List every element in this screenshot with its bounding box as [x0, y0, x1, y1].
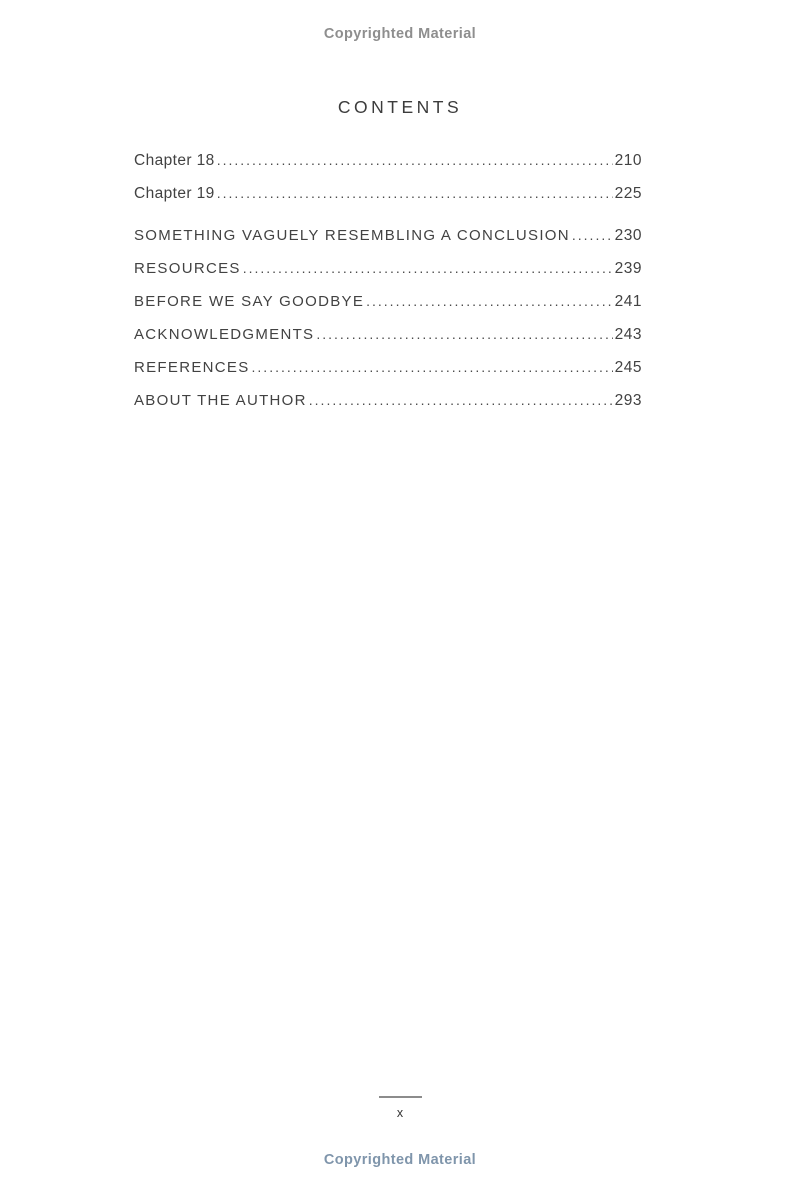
toc-entry-page: 230 — [614, 227, 642, 244]
toc-entry-label: ABOUT THE AUTHOR — [134, 392, 307, 409]
toc-entry-page: 241 — [614, 293, 642, 310]
toc-entry-label: SOMETHING VAGUELY RESEMBLING A CONCLUSION — [134, 227, 570, 244]
toc-entry — [134, 151, 642, 170]
toc-entry — [134, 259, 642, 278]
toc-entry-label: REFERENCES — [134, 359, 250, 376]
toc-entry-page: 210 — [614, 152, 642, 169]
toc-entry — [134, 325, 642, 344]
toc-entry — [134, 391, 642, 410]
toc-entry — [134, 184, 642, 203]
toc-entry-label: Chapter 19 — [134, 185, 215, 202]
toc-entry-label: BEFORE WE SAY GOODBYE — [134, 293, 365, 310]
dot-leader — [217, 151, 613, 170]
footer-divider — [379, 1096, 422, 1098]
toc-entry — [134, 226, 642, 245]
toc-entry — [134, 358, 642, 377]
toc-entry-label: Chapter 18 — [134, 152, 215, 169]
dot-leader — [366, 292, 613, 311]
dot-leader — [243, 259, 613, 278]
toc-entry — [134, 292, 642, 311]
footer-page-number: x — [396, 1106, 404, 1120]
dot-leader — [217, 184, 613, 203]
dot-leader — [316, 325, 612, 344]
toc-entry-page: 243 — [614, 326, 642, 343]
toc-entry-page: 293 — [614, 392, 642, 409]
toc-entry-page: 239 — [614, 260, 642, 277]
toc-entry-page: 245 — [614, 359, 642, 376]
toc-entry-label: RESOURCES — [134, 260, 241, 277]
toc-entry-page: 225 — [614, 185, 642, 202]
dot-leader — [572, 226, 613, 245]
dot-leader — [309, 391, 613, 410]
copyright-notice-top: Copyrighted Material — [323, 26, 477, 42]
dot-leader — [252, 358, 613, 377]
toc-entry-label: ACKNOWLEDGMENTS — [134, 326, 315, 343]
copyright-notice-bottom: Copyrighted Material — [323, 1152, 477, 1168]
page-title: CONTENTS — [337, 97, 463, 117]
table-of-contents — [134, 151, 642, 424]
